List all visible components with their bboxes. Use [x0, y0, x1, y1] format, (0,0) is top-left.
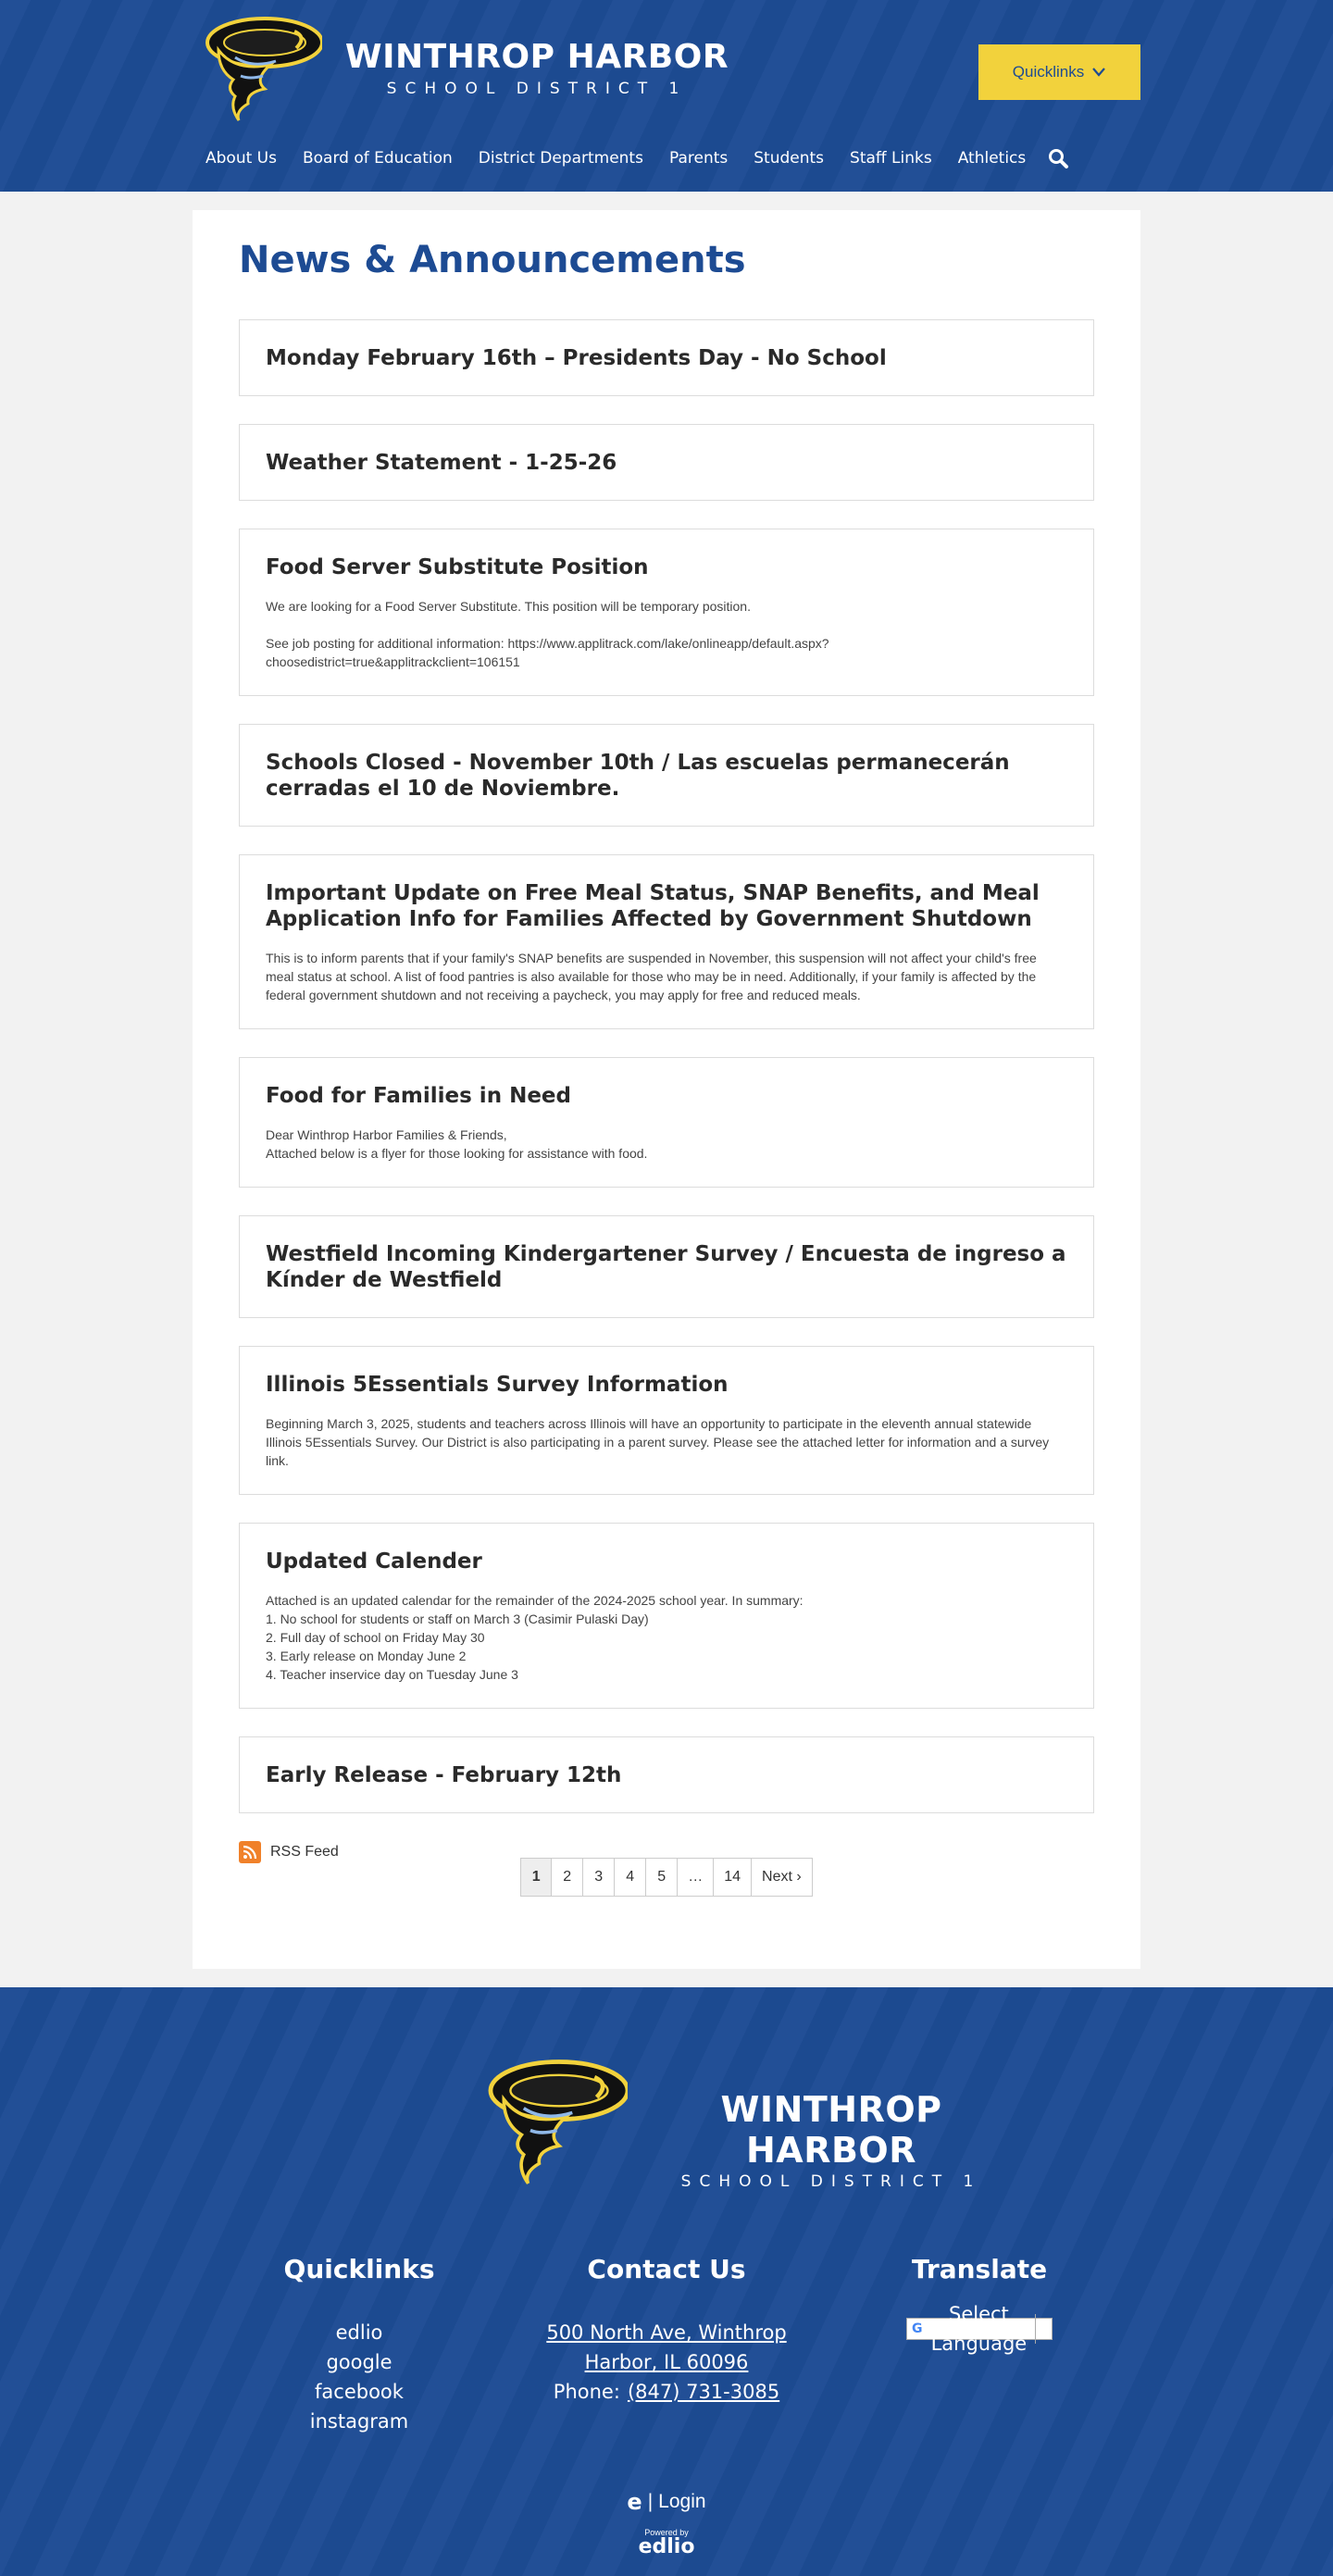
article-card	[239, 1736, 1094, 1813]
next-page-button[interactable]	[752, 1858, 813, 1897]
page-title: News & Announcements	[239, 239, 746, 281]
quicklinks-button[interactable]	[978, 44, 1140, 100]
article-card	[239, 319, 1094, 396]
main-nav	[193, 144, 1072, 172]
nav-athletics[interactable]: Athletics	[957, 149, 1027, 168]
address-line-1[interactable]: 500 North Ave, Winthrop	[546, 2321, 787, 2344]
article-card	[239, 1346, 1094, 1495]
page-3[interactable]: 3	[583, 1858, 615, 1897]
footer-translate	[868, 2254, 1090, 2355]
phone-label: Phone:	[553, 2381, 620, 2403]
page-ellipsis: …	[678, 1858, 714, 1897]
nav-board-of-education[interactable]: Board of Education	[302, 149, 453, 168]
footer-contact	[509, 2254, 824, 2407]
footer-contact-heading: Contact Us	[587, 2254, 746, 2284]
article-title[interactable]: Monday February 16th – Presidents Day - No School	[266, 346, 887, 370]
login-link[interactable]	[193, 2489, 1140, 2515]
site-brand[interactable]	[341, 37, 733, 100]
nav-district-departments[interactable]: District Departments	[478, 149, 643, 168]
article-title[interactable]: Important Update on Free Meal Status, SNAP Benefits, and Meal Application Info for Families Affected by Government Shutdown	[266, 881, 1040, 931]
nav-parents[interactable]: Parents	[668, 149, 729, 168]
footer-link-google[interactable]: google	[326, 2351, 392, 2373]
article-card	[239, 529, 1094, 696]
footer-link-instagram[interactable]: instagram	[309, 2410, 409, 2433]
footer-quicklinks-heading: Quicklinks	[283, 2254, 435, 2284]
search-icon	[1047, 147, 1069, 169]
article-title[interactable]: Westfield Incoming Kindergartener Survey / Encuesta de ingreso a Kínder de Westfield	[266, 1242, 1066, 1292]
dropdown-arrow-icon: ▼	[1035, 2314, 1047, 2344]
article-body	[266, 597, 1067, 671]
powered-by-edlio[interactable]	[193, 2528, 1140, 2557]
brand-subtitle: SCHOOL DISTRICT 1	[386, 80, 688, 98]
article-card	[239, 1215, 1094, 1318]
footer-link-edlio[interactable]: edlio	[335, 2321, 383, 2344]
footer-brand-subtitle: SCHOOL DISTRICT 1	[680, 2172, 982, 2191]
pagination	[239, 1858, 1094, 1897]
article-paragraph: See job posting for additional information: https://www.applitrack.com/lake/onlineapp/default.aspx? choosedistrict=true&applitrackclient=106151	[266, 636, 829, 669]
edlio-e-icon: e	[627, 2489, 642, 2515]
page-14[interactable]: 14	[714, 1858, 752, 1897]
page-4[interactable]: 4	[615, 1858, 646, 1897]
powered-brand: edlio	[638, 2535, 695, 2558]
footer-translate-heading: Translate	[911, 2254, 1048, 2284]
powered-by-label: Powered by	[644, 2528, 689, 2537]
page-5[interactable]: 5	[646, 1858, 678, 1897]
article-paragraph: Dear Winthrop Harbor Families & Friends, Attached below is a flyer for those looking for assistance with food.	[266, 1127, 648, 1161]
article-paragraph: This is to inform parents that if your family's SNAP benefits are suspended in November, this suspension will not affect your child's free meal status at school. A list of food pantries is also available for those who may be in need. Additionally, if your family is affected by the federal government shutdown and not receiving a paycheck, you may apply for free and reduced meals.	[266, 951, 1037, 1002]
site-header	[0, 0, 1333, 192]
footer-brand-title: WINTHROP HARBOR	[720, 2089, 942, 2171]
phone-link[interactable]: (847) 731-3085	[627, 2381, 780, 2403]
google-icon: G	[912, 2321, 923, 2336]
article-body	[266, 1414, 1067, 1470]
site-footer	[0, 1987, 1333, 2576]
article-title[interactable]: Illinois 5Essentials Survey Information	[266, 1373, 729, 1397]
quicklinks-label: Quicklinks	[1012, 63, 1085, 81]
article-body	[266, 949, 1067, 1004]
article-card	[239, 424, 1094, 501]
language-select[interactable]	[906, 2303, 1053, 2355]
article-paragraph: Beginning March 3, 2025, students and teachers across Illinois will have an opportunity to participate in the eleventh annual statewide Illinois 5Essentials Survey. Our District is also participating in a parent survey. Please see the attached letter for information and a survey link.	[266, 1416, 1050, 1468]
article-title[interactable]: Food for Families in Need	[266, 1084, 571, 1108]
footer-link-facebook[interactable]: facebook	[315, 2381, 404, 2403]
article-body	[266, 1126, 1067, 1163]
search-button[interactable]	[1044, 144, 1072, 172]
next-label: Next	[762, 1869, 792, 1885]
article-title[interactable]: Food Server Substitute Position	[266, 555, 649, 579]
tornado-logo[interactable]	[480, 2057, 628, 2186]
brand-title: WINTHROP HARBOR	[344, 38, 729, 76]
address-line-2[interactable]: Harbor, IL 60096	[584, 2351, 749, 2373]
article-card	[239, 854, 1094, 1029]
article-title[interactable]: Updated Calender	[266, 1549, 482, 1574]
article-title[interactable]: Weather Statement - 1-25-26	[266, 451, 617, 475]
nav-about-us[interactable]: About Us	[206, 149, 277, 168]
article-paragraph: We are looking for a Food Server Substitute. This position will be temporary position.	[266, 599, 751, 614]
tornado-logo[interactable]	[198, 15, 322, 122]
main-content	[193, 210, 1140, 1969]
article-card	[239, 1057, 1094, 1188]
chevron-down-icon	[1091, 67, 1106, 78]
footer-quicklinks	[248, 2254, 470, 2436]
article-paragraph: Attached is an updated calendar for the remainder of the 2024-2025 school year. In summary: 1. No school for students or staff on March 3 (Casimir Pulaski Day) 2. Full day of school on Friday May 30 3. Early release on Monday June 2 4. Teacher inservice day on Tuesday June 3	[266, 1593, 804, 1682]
rss-icon	[239, 1841, 261, 1863]
article-title[interactable]: Schools Closed - November 10th / Las escuelas permanecerán cerradas el 10 de Noviembre.	[266, 751, 1010, 801]
login-divider: |	[647, 2491, 654, 2512]
language-select-label: Select Language	[930, 2303, 1028, 2355]
page-1[interactable]: 1	[520, 1858, 552, 1897]
article-card	[239, 724, 1094, 827]
article-list	[239, 319, 1094, 1813]
article-title[interactable]: Early Release - February 12th	[266, 1763, 622, 1787]
nav-staff-links[interactable]: Staff Links	[850, 149, 932, 168]
chevron-right-icon: ›	[796, 1869, 802, 1885]
login-label: Login	[658, 2491, 706, 2512]
rss-label: RSS Feed	[270, 1844, 339, 1860]
footer-brand[interactable]	[637, 2089, 1026, 2193]
article-body	[266, 1591, 1067, 1684]
page-2[interactable]: 2	[552, 1858, 583, 1897]
article-card	[239, 1523, 1094, 1709]
phone-row	[509, 2377, 824, 2407]
nav-students[interactable]: Students	[754, 149, 825, 168]
